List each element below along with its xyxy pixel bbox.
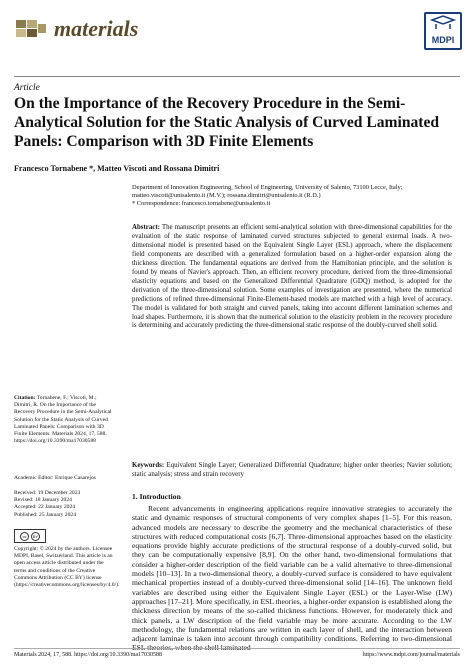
citation-text[interactable]: Tornabene, F.; Viscoti, M.; Dimitri, R. On the Importance of the Recovery Procedure in the Semi-Analytical Solution for the Static Analysis of Curved Laminated Panels: Comparison with 3D Finite Elements. Materials 2024, 17, 588. https://doi.org/10.3390/ma17030588 bbox=[14, 395, 112, 445]
accepted-date: Accepted: 22 January 2024 bbox=[14, 504, 76, 511]
affiliation-department: Department of Innovation Engineering, School of Engineering, University of Salento, 73100 Lecce, Italy; bbox=[132, 184, 403, 191]
publisher-name: MDPI bbox=[431, 35, 455, 45]
mdpi-icon bbox=[424, 12, 462, 50]
cc-license-badge[interactable] bbox=[14, 529, 46, 543]
affiliation-block bbox=[132, 184, 452, 209]
journal-emblem-icon bbox=[14, 17, 48, 41]
article-type: Article bbox=[14, 83, 40, 93]
publisher-logo bbox=[424, 12, 462, 50]
citation-block bbox=[14, 395, 114, 445]
citation-label: Citation: bbox=[14, 395, 36, 401]
keywords-label: Keywords: bbox=[132, 462, 165, 469]
correspondence: * Correspondence: francesco.tornabene@unisalento.it bbox=[132, 200, 271, 208]
revised-date: Revised: 18 January 2024 bbox=[14, 497, 72, 504]
footer-divider bbox=[14, 648, 460, 649]
abstract-text: The manuscript presents an efficient semi-analytical solution with three-dimensional capabilities for the evaluation of the static response of laminated curved structures subjected to general external loads. A two-dimensional model is presented based on the Equivalent Single Layer (ESL) approach, where the displacement field components are described with a generalized formulation based on a higher-order expansion along the thickness direction. The fundamental equations are derived from the Hamiltonian principle, and the solution is found by means of Navier's approach. Then, an efficient recovery procedure, derived from the three-dimensional elasticity equations and based on the Generalized Differential Quadrature (GDQ) method, is adopted for the derivation of the three-dimensional solution. Some examples of investigation are presented, where the numerical predictions of refined three-dimensional Finite-Element-based models are matched with a high level of accuracy. The model is validated for both straight and curved panels, taking into account different lamination schemes and load shapes. Furthermore, it is shown that the numerical solution to the elasticity problem in the recovery procedure is determining and accurately predicting the three-dimensional static response of the doubly-curved shell solid. bbox=[132, 224, 452, 330]
section-heading: 1. Introduction bbox=[132, 492, 181, 501]
by-icon: BY bbox=[32, 533, 39, 539]
footer-journal-link[interactable]: https://www.mdpi.com/journal/materials bbox=[362, 652, 460, 658]
journal-name: materials bbox=[54, 16, 139, 41]
paper-title: On the Importance of the Recovery Procedure in the Semi-Analytical Solution for the Static Analysis of Curved Laminated Panels: Comparison with 3D Finite Elements bbox=[14, 95, 440, 150]
copyright-block: Copyright: © 2024 by the authors. Licensee MDPI, Basel, Switzerland. This article is an open access article distributed under the terms and conditions of the Creative Commons Attribution (CC BY) license (https://creativecommons.org/licenses/by/4.0/). bbox=[14, 546, 120, 589]
authors: Francesco Tornabene *, Matteo Viscoti and Rossana Dimitri bbox=[14, 164, 220, 173]
published-date: Published: 25 January 2024 bbox=[14, 511, 76, 518]
keywords-text: Equivalent Single Layer; Generalized Differential Quadrature; higher order theories; Navier solution; static analysis; stress and strain recovery bbox=[132, 462, 452, 478]
header-divider bbox=[14, 76, 460, 77]
abstract-label: Abstract: bbox=[132, 224, 160, 231]
footer-citation[interactable]: Materials 2024, 17, 588. https://doi.org/10.3390/ma17030588 bbox=[14, 652, 163, 658]
keywords bbox=[132, 462, 452, 480]
academic-editor: Academic Editor: Enrique Casarejos bbox=[14, 475, 96, 481]
affiliation-emails: matteo.viscoti@unisalento.it (M.V.); rossana.dimitri@unisalento.it (R.D.) bbox=[132, 192, 321, 200]
received-date: Received: 19 December 2023 bbox=[14, 490, 81, 496]
cc-icon: cc bbox=[20, 532, 29, 541]
abstract bbox=[132, 224, 452, 331]
section-body: Recent advancements in engineering applications require innovative strategies to accurately the static and dynamic responses of structural components of very complex shapes [1–5]. For this reason, advanced models are necessary to describe the geometry and the mechanical characteristics of these structures with reduced computational costs [6,7]. Three-dimensional approaches based on the elasticity equations provide highly accurate predictions of the structural response of a doubly-curved solid, but they can be computationally expensive [8,9]. On the other hand, two-dimensional formulations that consider a higher-order description of the field variable can be a valid alternative to three-dimensional models [10–13]. In a two-dimensional theory, a doubly-curved surface is considered to have equivalent mechanical properties instead of a doubly-curved three-dimensional solid [14–16]. The unknown field variables are described using either the Equivalent Single Layer (ESL) or the Layer-Wise (LW) approaches [17–21]. More specifically, in ESL theories, a higher-order expansion is established along the thickness direction by means of the so-called thickness functions. However, for moderately thick and thick panels, a LW description of the field variable may be more accurate. According to the LW methodology, the fundamental relations are written in each layer of shell, and the interaction between adjacent laminae is taken into account through compatibility conditions. Referring to two-dimensional ESL theories, when the shell laminated bbox=[132, 504, 452, 653]
journal-logo bbox=[14, 16, 138, 42]
dates-block bbox=[14, 490, 114, 519]
